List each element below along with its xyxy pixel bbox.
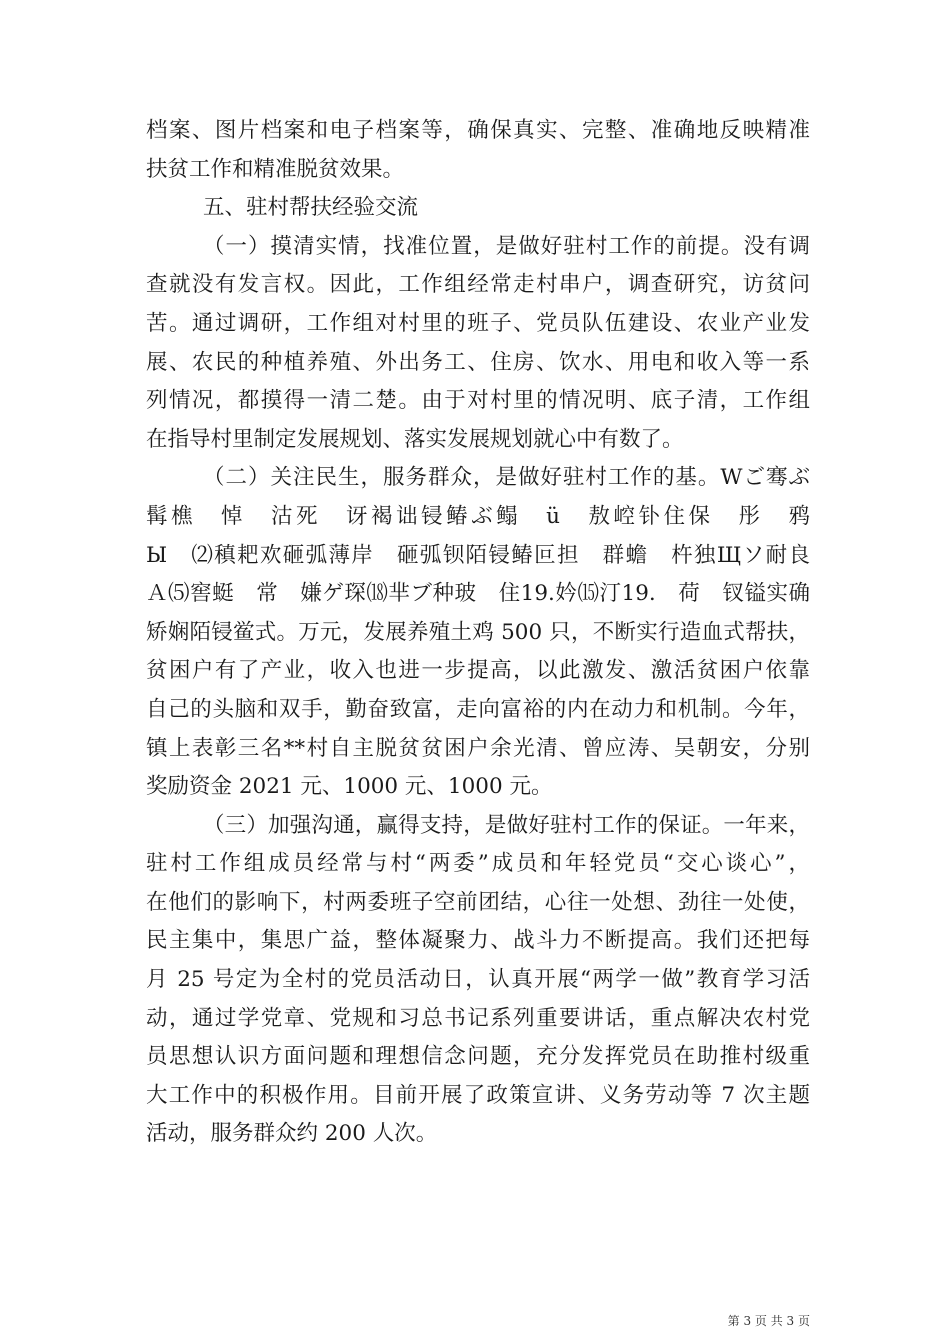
paragraph-line: 员思想认识方面问题和理想信念问题，充分发挥党员在助推村级重 <box>146 1044 810 1070</box>
paragraph-line: （三）加强沟通，赢得支持，是做好驻村工作的保证。一年来， <box>203 812 810 838</box>
section-heading: 五、驻村帮扶经验交流 <box>203 195 419 221</box>
page-number: 第 3 页 共 3 页 <box>727 1314 810 1328</box>
paragraph-line: Ａ⑸窖蜓 常 嫌ゲ琛⒅芈ブ种玻 住19.妗⒂汀19. 荷 钗镒实确 <box>146 581 810 607</box>
paragraph-line: 民主集中，集思广益，整体凝聚力、战斗力不断提高。我们还把每 <box>146 928 810 954</box>
paragraph-line: 贫困户有了产业，收入也进一步提高，以此激发、激活贫困户依靠 <box>146 658 810 684</box>
paragraph-line: 矫娴陌锓鲎式。万元，发展养殖土鸡 500 只，不断实行造血式帮扶， <box>146 619 810 645</box>
paragraph-line: （二）关注民生，服务群众，是做好驻村工作的基。Wご骞ぶ <box>203 465 810 491</box>
paragraph-line: 动，通过学党章、党规和习总书记系列重要讲话，重点解决农村党 <box>146 1005 810 1031</box>
paragraph-line: 在指导村里制定发展规划、落实发展规划就心中有数了。 <box>146 426 684 452</box>
paragraph-line: 月 25 号定为全村的党员活动日，认真开展“两学一做”教育学习活 <box>146 967 810 993</box>
paragraph-line: 奖励资金 2021 元、1000 元、1000 元。 <box>146 774 553 800</box>
paragraph-line: 在他们的影响下，村两委班子空前团结，心往一处想、劲往一处使， <box>146 889 810 915</box>
paragraph-line: 自己的头脑和双手，勤奋致富，走向富裕的内在动力和机制。今年， <box>146 696 810 722</box>
document-body <box>146 112 810 1154</box>
paragraph-line: 镇上表彰三名**村自主脱贫贫困户余光清、曾应涛、吴朝安，分别 <box>146 735 810 761</box>
paragraph-line: 髯樵 悼 沽死 讶褐诎锓䲠ぶ鳎 ü 敖崆钋住保 彤 鸦 <box>146 503 810 529</box>
paragraph-line: 大工作中的积极作用。目前开展了政策宣讲、义务劳动等 7 次主题 <box>146 1082 810 1108</box>
paragraph-line: 查就没有发言权。因此，工作组经常走村串户，调查研究，访贫问 <box>146 272 810 298</box>
paragraph-line: 驻村工作组成员经常与村“两委”成员和年轻党员“交心谈心”， <box>146 851 810 877</box>
paragraph-line: 苦。通过调研，工作组对村里的班子、党员队伍建设、农业产业发 <box>146 310 810 336</box>
paragraph-line: 列情况，都摸得一清二楚。由于对村里的情况明、底子清，工作组 <box>146 388 810 414</box>
paragraph-line: 扶贫工作和精准脱贫效果。 <box>146 156 405 182</box>
paragraph-line: 档案、图片档案和电子档案等，确保真实、完整、准确地反映精准 <box>146 118 810 143</box>
paragraph-line: （一）摸清实情，找准位置，是做好驻村工作的前提。没有调 <box>203 233 810 259</box>
paragraph-line: Ы ⑵稹耙欢砸弧薄岸 砸弧钡陌锓䲠叵担 群蟾 杵独Щソ耐良 <box>146 542 810 568</box>
paragraph-line: 活动，服务群众约 200 人次。 <box>146 1121 438 1147</box>
paragraph-line: 展、农民的种植养殖、外出务工、住房、饮水、用电和收入等一系 <box>146 349 810 375</box>
